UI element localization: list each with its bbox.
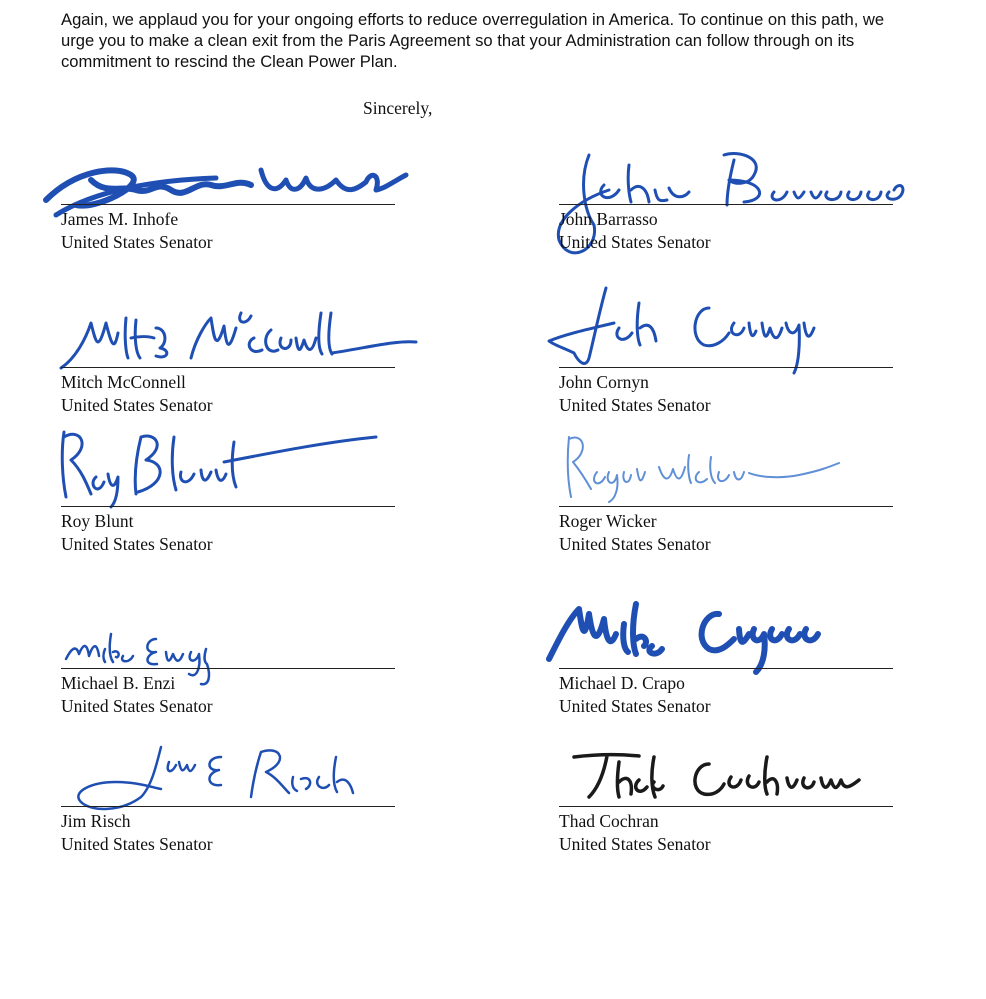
handwritten-signature	[559, 742, 899, 812]
signatory-title: United States Senator	[61, 232, 213, 252]
signatory-title: United States Senator	[61, 696, 213, 716]
signatory-title: United States Senator	[61, 834, 213, 854]
signatory-title: United States Senator	[559, 696, 711, 716]
handwritten-signature	[56, 298, 426, 378]
signatory-name: James M. Inhofe	[61, 209, 179, 229]
handwritten-signature	[544, 283, 914, 383]
signatory-name: Mitch McConnell	[61, 372, 186, 392]
signatory-title: United States Senator	[559, 834, 711, 854]
signature-block-cornyn	[559, 313, 893, 443]
signatory-name: Jim Risch	[61, 811, 131, 831]
signatory-title: United States Senator	[559, 534, 711, 554]
signature-block-enzi	[61, 614, 395, 744]
signature-block-cochran	[559, 752, 893, 882]
signatory-name: Thad Cochran	[559, 811, 659, 831]
closing-salutation: Sincerely,	[363, 98, 433, 118]
signatory-title: United States Senator	[61, 534, 213, 554]
signatory-title: United States Senator	[559, 395, 711, 415]
signature-block-inhofe	[61, 150, 395, 280]
closing-paragraph: Again, we applaud you for your ongoing efforts to reduce overregulation in America. To continue on this path, we urge you to make a clean exit from the Paris Agreement so that your Administration can follow through on its commitment to rescind the Clean Power Plan.	[61, 10, 885, 71]
signatory-name: Michael B. Enzi	[61, 673, 176, 693]
signatory-name: Michael D. Crapo	[559, 673, 685, 693]
handwritten-signature	[544, 594, 874, 679]
signatory-name: Roy Blunt	[61, 511, 134, 531]
signatory-title: United States Senator	[61, 395, 213, 415]
signature-block-crapo	[559, 614, 893, 744]
signatory-name: John Barrasso	[559, 209, 658, 229]
signature-block-blunt	[61, 452, 395, 582]
signature-block-wicker	[559, 452, 893, 582]
signatory-name: Roger Wicker	[559, 511, 657, 531]
signatory-title: United States Senator	[559, 232, 711, 252]
signature-block-mcconnell	[61, 313, 395, 443]
signature-block-barrasso	[559, 150, 893, 280]
signature-block-risch	[61, 752, 395, 882]
signatory-name: John Cornyn	[559, 372, 649, 392]
